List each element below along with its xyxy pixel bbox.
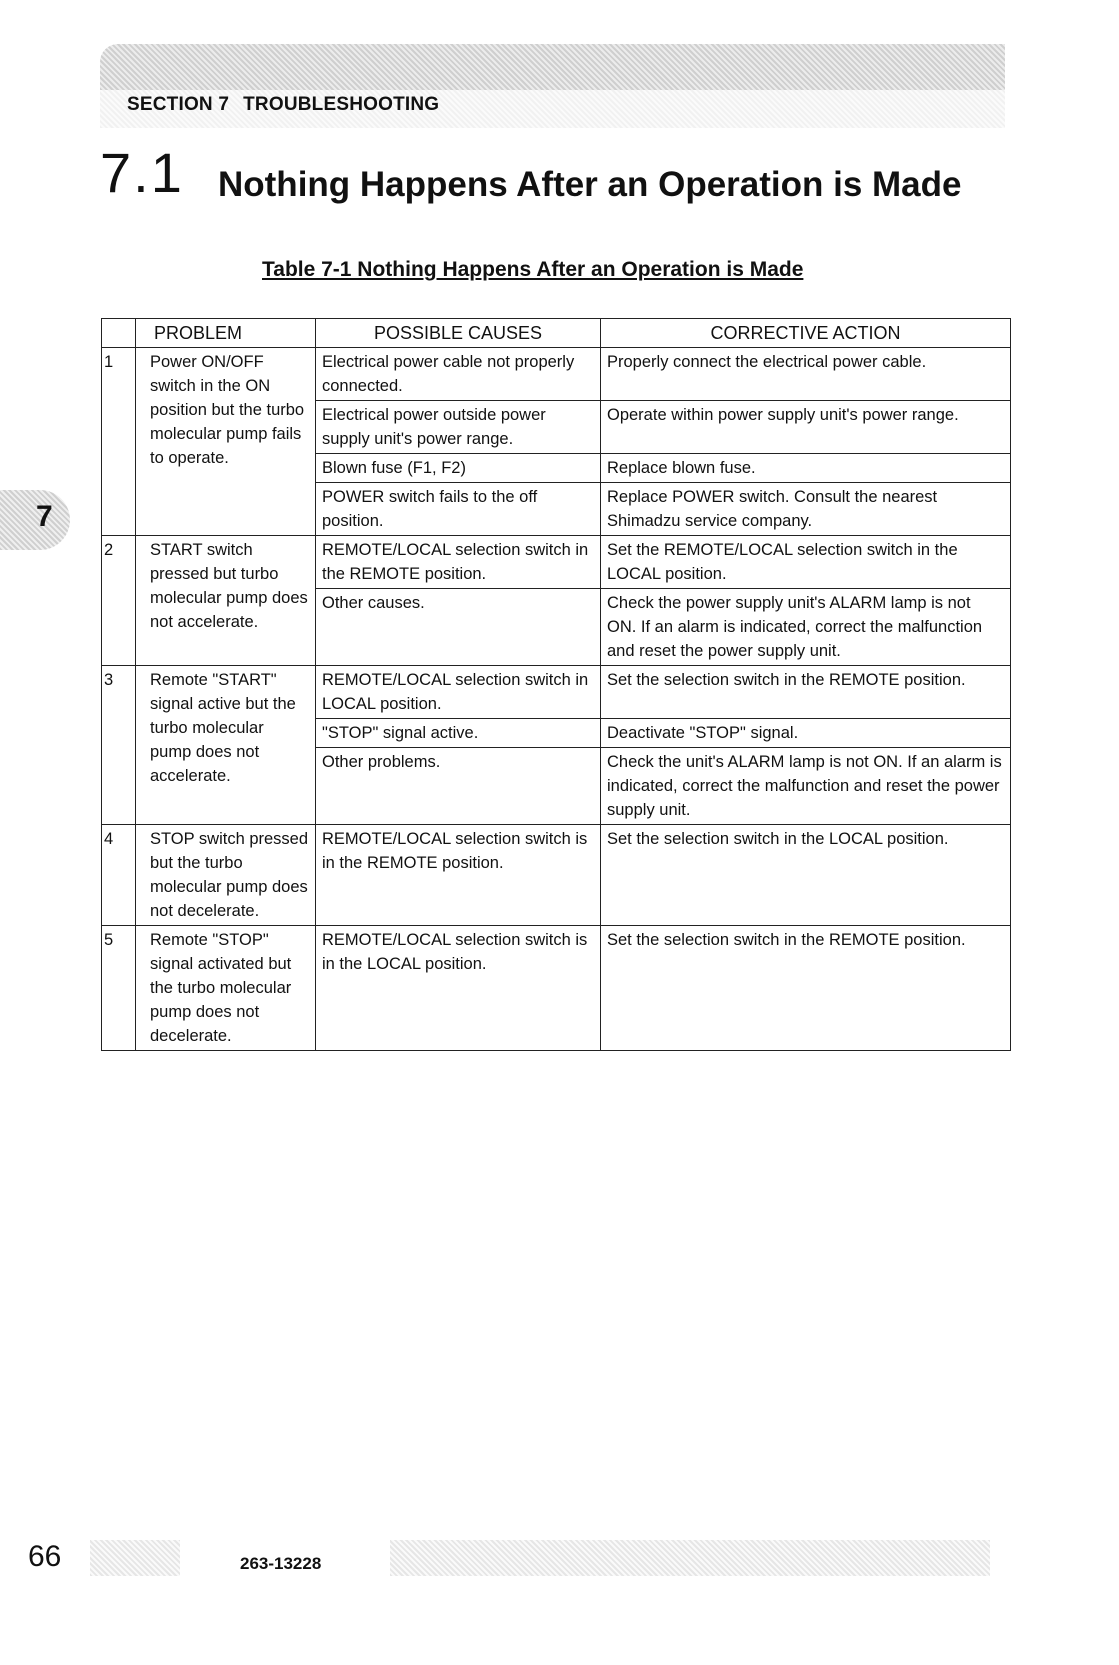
problem-cell: Remote "START" signal active but the turbo molecular pump does not accelerate.: [136, 666, 316, 825]
table-row: [102, 926, 1011, 1051]
heading-number: 7.1: [100, 141, 184, 204]
chapter-side-tab-number: 7: [36, 500, 53, 533]
cause-cell: REMOTE/LOCAL selection switch in LOCAL position.: [316, 666, 601, 719]
action-cell: Replace blown fuse.: [601, 454, 1011, 483]
section-title: TROUBLESHOOTING: [243, 94, 440, 115]
action-cell: Deactivate "STOP" signal.: [601, 719, 1011, 748]
row-number: 5: [102, 926, 136, 1051]
header-problem: PROBLEM: [136, 319, 316, 348]
action-cell: Operate within power supply unit's power range.: [601, 401, 1011, 454]
action-cell: Set the REMOTE/LOCAL selection switch in the LOCAL position.: [601, 536, 1011, 589]
cause-cell: REMOTE/LOCAL selection switch is in the REMOTE position.: [316, 825, 601, 926]
table-row: [102, 666, 1011, 719]
heading-title: Nothing Happens After an Operation is Made: [218, 165, 962, 204]
cause-cell: REMOTE/LOCAL selection switch is in the LOCAL position.: [316, 926, 601, 1051]
header-action: CORRECTIVE ACTION: [601, 319, 1011, 348]
action-cell: Set the selection switch in the REMOTE position.: [601, 926, 1011, 1051]
problem-cell: START switch pressed but turbo molecular pump does not accelerate.: [136, 536, 316, 666]
problem-cell: STOP switch pressed but the turbo molecular pump does not decelerate.: [136, 825, 316, 926]
page-number: 66: [28, 1540, 62, 1573]
row-number: 3: [102, 666, 136, 825]
header-causes: POSSIBLE CAUSES: [316, 319, 601, 348]
cause-cell: Electrical power outside power supply unit's power range.: [316, 401, 601, 454]
cause-cell: POWER switch fails to the off position.: [316, 483, 601, 536]
table-row: [102, 825, 1011, 926]
row-number: 4: [102, 825, 136, 926]
section-number: SECTION 7: [127, 94, 230, 115]
action-cell: Properly connect the electrical power cable.: [601, 348, 1011, 401]
cause-cell: Blown fuse (F1, F2): [316, 454, 601, 483]
action-cell: Set the selection switch in the LOCAL position.: [601, 825, 1011, 926]
problem-cell: Remote "STOP" signal activated but the turbo molecular pump does not decelerate.: [136, 926, 316, 1051]
table-caption: Table 7-1 Nothing Happens After an Operation is Made: [262, 258, 804, 281]
chapter-side-tab: [0, 490, 70, 550]
header-number: [102, 319, 136, 348]
row-number: 1: [102, 348, 136, 536]
row-number: 2: [102, 536, 136, 666]
footer-band-right: [390, 1540, 990, 1576]
action-cell: Replace POWER switch. Consult the nearest Shimadzu service company.: [601, 483, 1011, 536]
cause-cell: Other problems.: [316, 748, 601, 825]
troubleshooting-table: [101, 318, 1011, 1051]
action-cell: Set the selection switch in the REMOTE position.: [601, 666, 1011, 719]
action-cell: Check the unit's ALARM lamp is not ON. If an alarm is indicated, correct the malfunction and reset the power supply unit.: [601, 748, 1011, 825]
table-header-row: [102, 319, 1011, 348]
section-header-band: [100, 44, 1005, 90]
footer-band-left: [90, 1540, 180, 1576]
action-cell: Check the power supply unit's ALARM lamp is not ON. If an alarm is indicated, correct the malfunction and reset the power supply unit.: [601, 589, 1011, 666]
cause-cell: "STOP" signal active.: [316, 719, 601, 748]
table-row: [102, 536, 1011, 589]
table-row: [102, 348, 1011, 401]
cause-cell: REMOTE/LOCAL selection switch in the REMOTE position.: [316, 536, 601, 589]
cause-cell: Other causes.: [316, 589, 601, 666]
section-label: [127, 94, 453, 116]
document-code: 263-13228: [240, 1554, 322, 1573]
cause-cell: Electrical power cable not properly connected.: [316, 348, 601, 401]
problem-cell: Power ON/OFF switch in the ON position but the turbo molecular pump fails to operate.: [136, 348, 316, 536]
